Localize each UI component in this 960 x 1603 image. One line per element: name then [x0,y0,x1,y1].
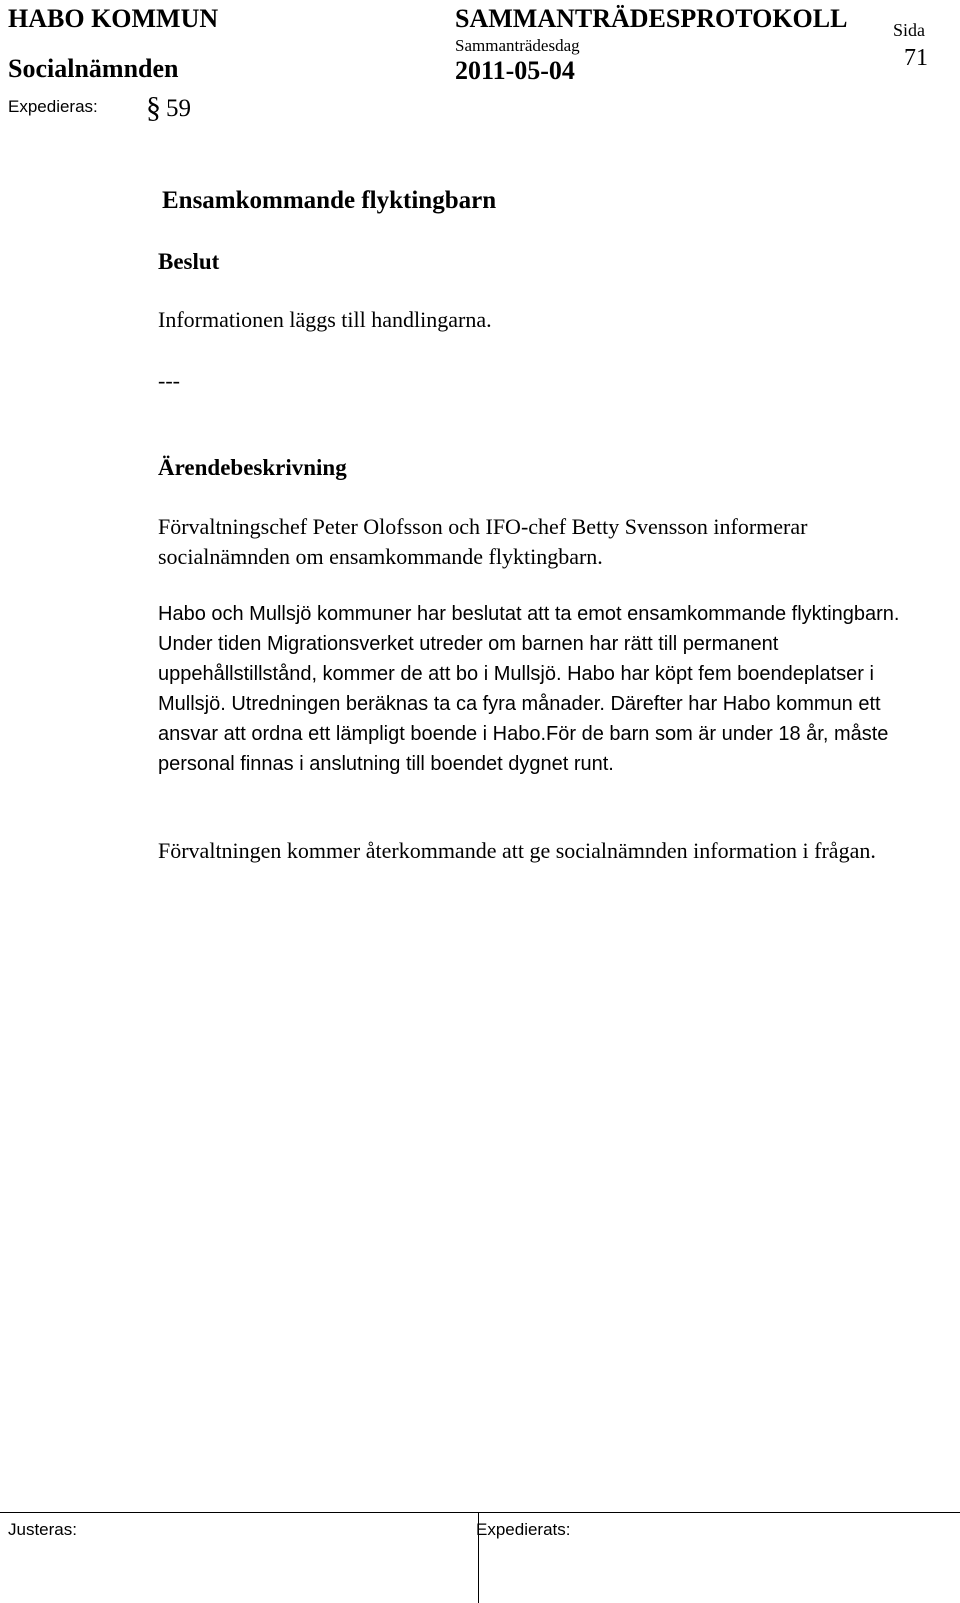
paragraph-2: Habo och Mullsjö kommuner har beslutat att ta emot ensamkommande flyktingbarn. Under tiden Migrationsverket utreder om barnen har rätt till permanent uppehållstillstånd, kommer de att bo i Mullsjö. Habo har köpt fem boendeplatser i Mullsjö. Utredningen beräknas ta ca fyra månader. Därefter har Habo kommun ett ansvar att ordna ett lämpligt boende i Habo.För de barn som är under 18 år, måste personal finnas i anslutning till boendet dygnet runt. [158,603,900,775]
decision-text: Informationen läggs till handlingarna. [158,307,492,332]
expedieras-label: Expedieras: [8,97,98,116]
paragraph-number: 59 [166,95,191,122]
document-title: Ensamkommande flyktingbarn [162,187,497,214]
decision-heading: Beslut [158,249,220,274]
paragraph-1: Förvaltningschef Peter Olofsson och IFO-chef Betty Svensson informerar socialnämnden om ensamkommande flyktingbarn. [158,514,808,569]
paragraph-3: Förvaltningen kommer återkommande att ge socialnämnden information i frågan. [158,838,876,863]
paragraph-mark: § [146,91,161,124]
page-number: 71 [904,45,928,71]
expedierats-label: Expedierats: [476,1520,571,1539]
document-type: SAMMANTRÄDESPROTOKOLL [455,4,848,33]
meeting-date: 2011-05-04 [455,56,575,85]
description-heading: Ärendebeskrivning [158,455,347,480]
organisation-name: HABO KOMMUN [8,4,219,33]
page-label: Sida [893,20,926,40]
meeting-date-label: Sammanträdesdag [455,36,580,55]
footer-rule [0,1512,960,1513]
committee-name: Socialnämnden [8,54,179,83]
justeras-label: Justeras: [8,1520,77,1539]
separator: --- [158,368,180,393]
